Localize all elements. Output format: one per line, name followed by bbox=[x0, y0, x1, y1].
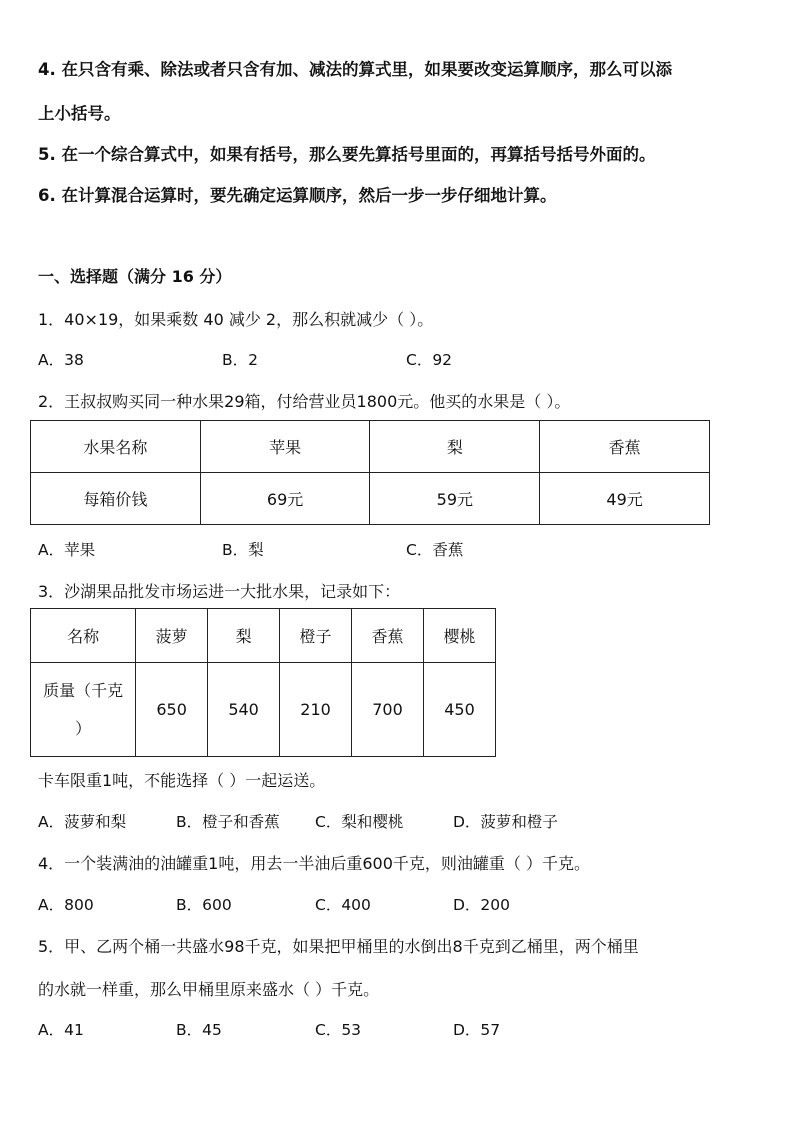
option-c: C．400 bbox=[315, 896, 371, 914]
option-a: A．800 bbox=[38, 896, 94, 914]
section-title: 一、选择题（满分 16 分） bbox=[38, 267, 232, 286]
table-cell: 210 bbox=[280, 663, 352, 757]
question-3-stem: 3．沙湖果品批发市场运进一大批水果，记录如下： bbox=[38, 582, 401, 601]
question-4-stem: 4．一个装满油的油罐重1吨，用去一半油后重600千克，则油罐重（ ）千克。 bbox=[38, 854, 590, 873]
table-cell: 每箱价钱 bbox=[31, 473, 201, 525]
table-cell: 540 bbox=[208, 663, 280, 757]
row-label-line-1: 质量（千克 bbox=[43, 680, 124, 700]
question-3-followup: 卡车限重1吨，不能选择（ ）一起运送。 bbox=[38, 771, 326, 790]
table-cell: 香蕉 bbox=[540, 421, 710, 473]
note-4-line-1: 4. 在只含有乘、除法或者只含有加、减法的算式里，如果要改变运算顺序，那么可以添 bbox=[38, 60, 672, 79]
fruit-price-table bbox=[30, 420, 710, 525]
option-d: D．菠萝和橙子 bbox=[453, 813, 558, 831]
note-5: 5. 在一个综合算式中，如果有括号，那么要先算括号里面的，再算括号括号外面的。 bbox=[38, 145, 656, 164]
note-6: 6. 在计算混合运算时，要先确定运算顺序，然后一步一步仔细地计算。 bbox=[38, 186, 557, 205]
option-d: D．200 bbox=[453, 896, 511, 914]
option-c: C．梨和樱桃 bbox=[315, 813, 404, 831]
fruit-weight-table bbox=[30, 608, 496, 757]
option-a: A．菠萝和梨 bbox=[38, 813, 127, 831]
table-cell: 梨 bbox=[208, 609, 280, 663]
option-d: D．57 bbox=[453, 1021, 501, 1039]
option-b: B．橙子和香蕉 bbox=[176, 813, 280, 831]
table-row-label bbox=[31, 663, 136, 757]
option-c: C．92 bbox=[406, 351, 453, 369]
option-a: A．38 bbox=[38, 351, 84, 369]
option-b: B．600 bbox=[176, 896, 232, 914]
question-2-stem: 2．王叔叔购买同一种水果29箱，付给营业员1800元。他买的水果是（ ）。 bbox=[38, 392, 571, 411]
option-c: C．香蕉 bbox=[406, 541, 464, 559]
table-row bbox=[31, 663, 496, 757]
table-cell: 450 bbox=[423, 663, 495, 757]
table-row bbox=[31, 473, 710, 525]
table-cell: 苹果 bbox=[200, 421, 370, 473]
table-cell: 菠萝 bbox=[136, 609, 208, 663]
option-b: B．2 bbox=[222, 351, 258, 369]
table-cell: 橙子 bbox=[280, 609, 352, 663]
table-cell: 69元 bbox=[200, 473, 370, 525]
option-a: A．41 bbox=[38, 1021, 84, 1039]
question-5-stem-line-2: 的水就一样重，那么甲桶里原来盛水（ ）千克。 bbox=[38, 980, 380, 999]
option-b: B．梨 bbox=[222, 541, 264, 559]
option-a: A．苹果 bbox=[38, 541, 96, 559]
table-cell: 香蕉 bbox=[352, 609, 424, 663]
row-label-line-2: ） bbox=[75, 718, 92, 738]
table-cell: 梨 bbox=[370, 421, 540, 473]
question-5-stem-line-1: 5．甲、乙两个桶一共盛水98千克，如果把甲桶里的水倒出8千克到乙桶里，两个桶里 bbox=[38, 937, 639, 956]
option-b: B．45 bbox=[176, 1021, 222, 1039]
table-header-row bbox=[31, 421, 710, 473]
table-cell: 樱桃 bbox=[423, 609, 495, 663]
table-cell: 49元 bbox=[540, 473, 710, 525]
question-1-stem: 1．40×19，如果乘数 40 减少 2，那么积就减少（ ）。 bbox=[38, 310, 434, 329]
table-header-row bbox=[31, 609, 496, 663]
table-cell: 700 bbox=[352, 663, 424, 757]
note-4-line-2: 上小括号。 bbox=[38, 104, 121, 123]
table-cell: 水果名称 bbox=[31, 421, 201, 473]
table-cell: 650 bbox=[136, 663, 208, 757]
table-cell: 名称 bbox=[31, 609, 136, 663]
option-c: C．53 bbox=[315, 1021, 362, 1039]
table-cell: 59元 bbox=[370, 473, 540, 525]
